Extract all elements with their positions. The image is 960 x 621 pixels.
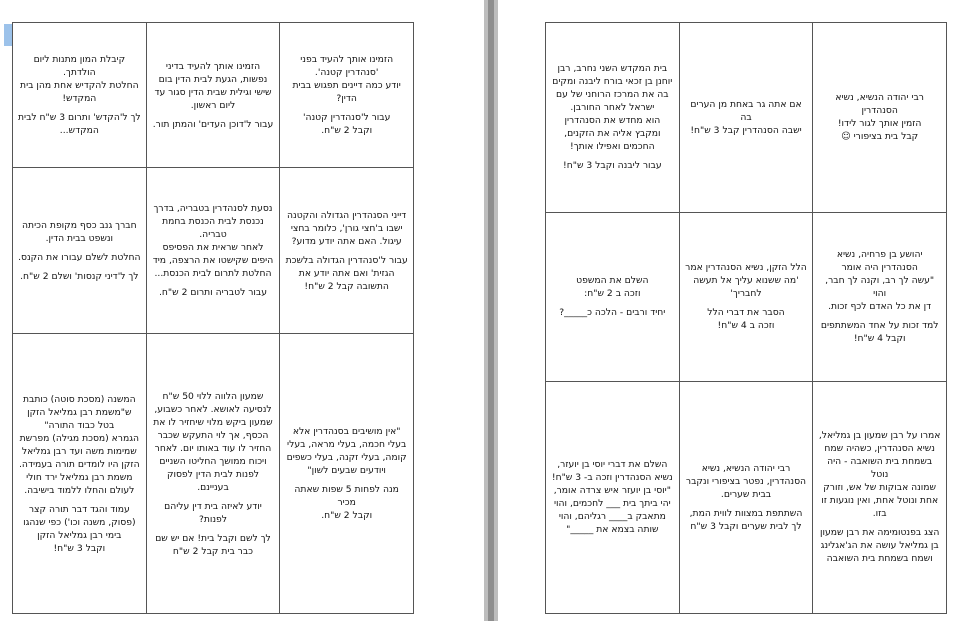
card-text-line: משמת רבן גמליאל ירד חולי <box>26 471 133 483</box>
card-text-line: חברך גנב כסף מקופת הכיתה <box>22 219 137 231</box>
card-text-line: בטל כבוד התורה" <box>44 419 115 431</box>
card-text-line: החזיר לו עוד באותו יום. לאחר <box>154 442 272 454</box>
card-cell <box>679 381 813 613</box>
card-text-line: וקבל 4 ש"ח! <box>853 333 906 345</box>
card-text-line: נפשות, הגעת לבית הדין בום <box>158 73 268 85</box>
card-text-line: היפים שקישטו את הרצפה, מיד <box>152 255 274 267</box>
card-text-line: למד זכות על אחד המשתתפים <box>820 320 939 332</box>
card-text-line: מתאבק ב____ רגליהם, והוי <box>558 511 666 523</box>
card-text-line: אמרו על רבן שמעון בן גמליאל, <box>818 430 941 442</box>
card-text-line: וקבל 2 ש"ח. <box>321 125 373 137</box>
card-text-line: "אין מושיבים בסנהדרין אלא <box>292 426 401 438</box>
card-text-line: לעולם והחלו ללמוד בישיבה. <box>24 484 135 496</box>
card-text-line: הולדתך. <box>63 67 96 79</box>
card-text-line: יהושע בן פרחיה, נשיא <box>836 249 923 261</box>
card-cell <box>813 381 947 613</box>
table-row <box>13 23 414 168</box>
card-table-right <box>545 22 947 614</box>
card-text-line: (פסוק, משנה וכו') כפי שנהגו <box>23 516 136 528</box>
card-text-line: הסנהדרין, נפטר בציפורי ונקבר <box>685 475 807 487</box>
card-text-line: הסנהדרין היה אומר <box>841 262 918 274</box>
card-text-line: נכנסת לבית הכנסת בחמת <box>162 216 264 228</box>
card-text-line: לך ל'דיני קנסות' ושלם 2 ש"ח. <box>20 270 139 282</box>
table-row <box>546 212 947 381</box>
card-table-left <box>12 22 414 614</box>
card-text-line: ויכוח ממושך החליטו השניים <box>159 455 267 467</box>
card-text-line: החלטת לשלם עבורו את הקנס. <box>18 251 141 263</box>
card-text-line: ושמח בשמחת בית השואבה <box>826 553 933 565</box>
card-text-line: הדין? <box>336 93 357 105</box>
card-text-line: ש"משמת רבן גמליאל הזקן <box>27 406 132 418</box>
card-text-line: הסבר את דברי הלל <box>707 307 785 319</box>
card-text-line: הלל הזקן, נשיא הסנהדרין אמר <box>685 262 807 274</box>
table-row <box>13 334 414 614</box>
card-text-line: לחבריך' <box>730 288 762 300</box>
table-row <box>13 168 414 334</box>
card-cell <box>13 168 147 334</box>
card-text-line: הגזית' ואם אתה יודע את <box>298 267 395 279</box>
card-text-line: מנה לפחות 5 שפות שאתה מכיר <box>294 484 399 509</box>
card-text-line: בבית שערים. <box>720 488 772 500</box>
page-divider <box>484 0 498 621</box>
card-text-line: וזכה ב 2 ש"ח: <box>584 288 641 300</box>
card-text-line: השלם את דברי יוסי בן יועזר, <box>557 459 668 471</box>
card-cell <box>146 168 280 334</box>
card-text-line: כבר בית קבל 2 ש"ח <box>172 545 254 557</box>
card-text-line: לך לשם וקבל בית! אם יש שם <box>155 532 271 544</box>
card-text-line: שישי וגילית שבית הדין סגור עד <box>154 86 272 98</box>
card-cell <box>13 23 147 168</box>
card-text-line: הסנהדרין <box>861 105 898 117</box>
card-text-line: שותה בצמא את _____" <box>566 524 659 536</box>
card-text-line: לפנות? <box>198 513 228 525</box>
card-text-line: בזו. <box>872 508 887 520</box>
card-text-line: יהי ביתך בית ___ לחכמים, והוי <box>553 498 671 510</box>
card-text-line: יודע לאיזה בית דין עליהם <box>164 500 262 512</box>
card-text-line: ליום ראשון. <box>190 99 236 111</box>
card-text-line: 'מה ששנוא עליך אל תעשה <box>693 275 799 287</box>
card-text-line: שמימות משה ועד רבן גמליאל <box>21 445 137 457</box>
card-text-line: שמעון הלווה ללוי 50 ש"ח <box>162 390 264 402</box>
card-text-line: ויודעים שבעים לשון" <box>307 465 386 477</box>
card-cell <box>679 23 813 213</box>
card-text-line: אם אתה גר באחת מן הערים בה <box>690 98 802 123</box>
card-text-line: אחת ונוטל אחת, ואין נוגעות זו <box>821 495 939 507</box>
card-text-line: עבור ל'סנהדרין הגדולה בלשכת <box>285 254 408 266</box>
card-cell <box>546 381 680 613</box>
card-text-line: הזמין אותך לגור לידו! <box>837 118 922 130</box>
card-text-line: בשמחת בית השואבה - היה נוטל <box>827 456 933 481</box>
card-text-line: "עשה לך רב, וקנה לך חבר, והוי <box>825 275 935 300</box>
card-text-line: עבור ל'סנהדרין קטנה' <box>302 112 391 124</box>
card-cell <box>546 212 680 381</box>
card-text-line: עמוד והגד דבר תורה קצר <box>28 503 130 515</box>
card-text-line: השתתפת במצוות לווית המת, <box>689 507 803 519</box>
card-text-line: ישראל לאחר החורבן. <box>570 102 655 114</box>
card-text-line: ונשפט בבית הדין. <box>45 232 114 244</box>
card-text-line: יודע כמה דיינים תפגוש בבית <box>292 80 401 92</box>
card-text-line: עיגול. האם אתה יודע מדוע? <box>291 235 402 247</box>
card-text-line: השלם את המשפט <box>576 275 649 287</box>
table-row <box>546 23 947 213</box>
card-cell <box>679 212 813 381</box>
card-text-line: לפנות לבית הדין לפסוק <box>166 468 260 480</box>
card-cell <box>813 212 947 381</box>
card-cell <box>280 23 414 168</box>
card-text-line: וקבל 3 ש"ח! <box>53 542 106 554</box>
card-text-line: לך ל'הקדש' ותרום 3 ש"ח לבית <box>18 112 141 124</box>
card-text-line: ישבה הסנהדרין קבל 3 ש"ח! <box>690 124 802 136</box>
card-text-line: התשובה קבל 2 ש"ח! <box>304 280 389 292</box>
card-text-line: עבור לטבריה ותרום 2 ש"ח. <box>158 287 267 299</box>
card-text-line: שמעון ביקש מלוי שיחזיר לו את <box>153 416 273 428</box>
card-text-line: בעניינם. <box>197 481 229 493</box>
card-text-line: עבור ל'דוכן העדים' והמתן תור. <box>152 118 274 130</box>
card-text-line: הזמינו אותך להעיד בדיני <box>165 60 261 72</box>
card-text-line: הזמינו אותך להעיד בפני <box>300 54 394 66</box>
card-text-line: וזכה ב 4 ש"ח! <box>717 320 775 332</box>
card-text-line: נסעת לסנהדרין בטבריה, בדרך <box>153 203 273 215</box>
card-text-line: החכמים ואפילו אותך! <box>570 141 655 153</box>
card-text-line: ומקבץ אליה את הזקנים, <box>564 128 661 140</box>
card-cell <box>13 334 147 614</box>
card-text-line: בימי רבן גמליאל הזקן <box>37 529 122 541</box>
card-text-line: דן את כל האדם לכף זכות. <box>828 301 932 313</box>
card-text-line: שמונה אבוקות של אש, וזורק <box>823 482 937 494</box>
card-text-line: הזקן היו לומדים תורה בעמידה. <box>19 458 140 470</box>
card-text-line: טבריה. <box>199 229 227 241</box>
card-text-line: וקבל 2 ש"ח. <box>321 510 373 522</box>
card-text-line: רבי יהודה הנשיא, נשיא <box>701 462 791 474</box>
card-text-line: המקדש! <box>62 93 97 105</box>
card-text-line: בעלי חכמה, בעלי מראה, בעלי <box>287 439 407 451</box>
card-text-line: "יוסי בן יועזר איש צרדה אומר, <box>553 485 671 497</box>
card-text-line: המקדש... <box>59 125 99 137</box>
card-text-line: 'סנהדרין קטנה'. <box>314 67 379 79</box>
card-text-line: קיבלת המון מתנות ליום <box>33 54 126 66</box>
card-text-line: הכסף, אך לוי התעקש שכבר <box>157 429 269 441</box>
card-text-line: לנסיעה לאושא. לאחר כשבוע, <box>154 403 272 415</box>
card-text-line: החלטת לתרום לבית הכנסת... <box>154 268 272 280</box>
card-text-line: לך לבית שערים וקבל 3 ש"ח <box>690 520 802 532</box>
card-text-line: יחיד ורבים - הלכה כ_____? <box>559 307 666 319</box>
card-text-line: בה את המרכז הרוחני של עם <box>556 89 669 101</box>
card-cell <box>813 23 947 213</box>
card-text-line: נשיא הסנהדרין וזכה ב- 3 ש"ח! <box>551 472 673 484</box>
card-text-line: ישבו ב'חצי גורן', כלומר בחצי <box>290 222 403 234</box>
card-text-line: בן גמליאל עושה את הג'אגלינג <box>820 540 939 552</box>
table-row <box>546 381 947 613</box>
card-text-line: הצג בפנטומימה את רבן שמעון <box>819 527 940 539</box>
card-cell <box>546 23 680 213</box>
card-text-line: הוא מחדש את הסנהדרין <box>564 115 661 127</box>
card-text-line: קומה, בעלי זקנה, בעלי כשפים <box>286 452 407 464</box>
card-text-line: החלטת להקדיש אחת מהן בית <box>20 80 139 92</box>
card-text-line: דייני הסנהדרין הגדולה והקטנה <box>287 209 407 221</box>
card-text-line: בית המקדש השני נחרב, רבן <box>557 63 668 75</box>
card-cell <box>280 334 414 614</box>
card-text-line: לאחר שראית את הפסיפס <box>162 242 264 254</box>
card-text-line: רבי יהודה הנשיא, נשיא <box>835 92 924 104</box>
card-text-line: עבור ליבנה וקבל 3 ש"ח! <box>563 160 662 172</box>
card-text-line: קבל בית בציפורי ☺ <box>841 131 919 143</box>
card-text-line: נשיא הסנהדרין, כשהיה שמח <box>824 443 935 455</box>
card-text-line: המשנה (מסכת סוטה) כותבת <box>23 393 136 405</box>
card-text-line: הגמרא (מסכת מגילה) מפרשת <box>19 432 140 444</box>
card-cell <box>146 334 280 614</box>
card-cell <box>146 23 280 168</box>
card-text-line: יוחנן בן זכאי בורח ליבנה ומקים <box>552 76 673 88</box>
card-cell <box>280 168 414 334</box>
